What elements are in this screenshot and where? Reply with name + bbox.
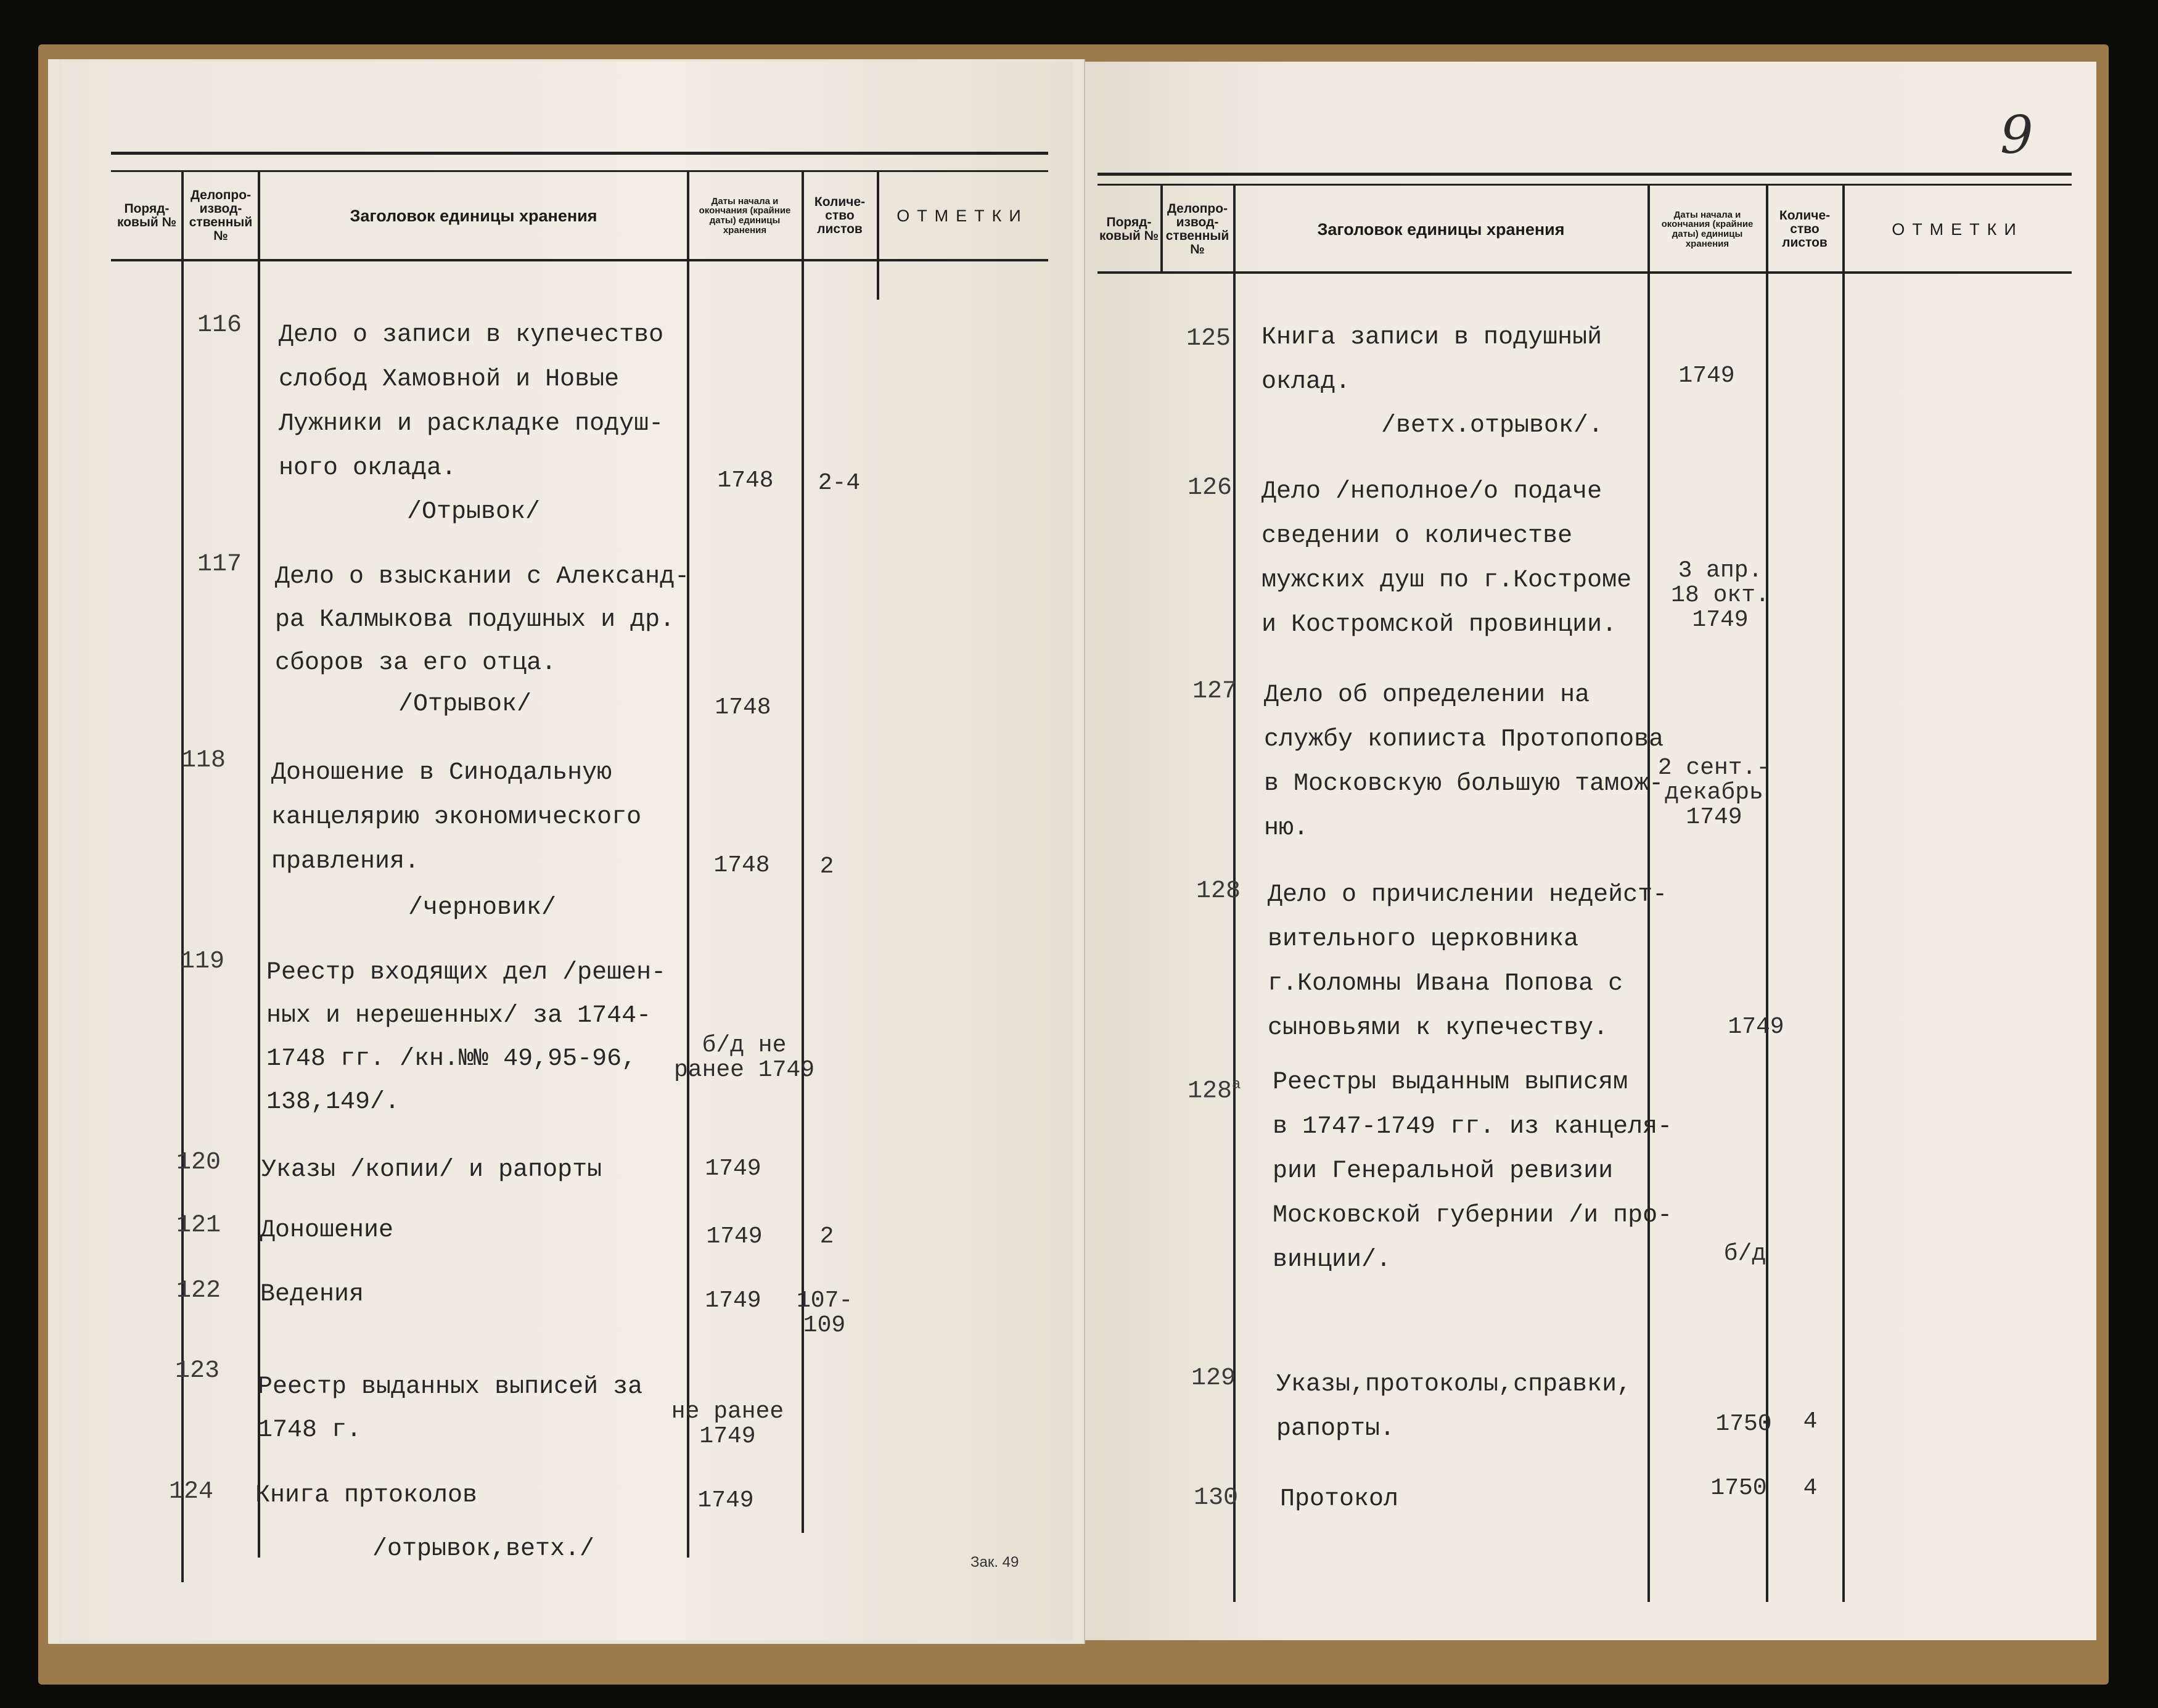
entry-title-line: Доношение в Синодальную xyxy=(271,759,612,787)
col-dates-header: Даты начала и окончания (крайние даты) единицы хранения xyxy=(1661,209,1754,249)
header-top-rule xyxy=(111,152,1048,155)
entry-title-line: оклад. xyxy=(1262,368,1351,396)
col-office-header: Делопро-извод-ственный № xyxy=(189,187,253,244)
entry-number: 122 xyxy=(176,1277,221,1305)
entry-title-line: 1748 г. xyxy=(258,1416,362,1444)
col-notes-header: ОТМЕТКИ xyxy=(896,206,1028,225)
entry-note: /отрывок,ветх./ xyxy=(372,1535,595,1563)
col-office-header: Делопро-извод-ственный № xyxy=(1165,201,1229,257)
entry-title-line: службу копииста Протопопова xyxy=(1264,726,1664,753)
col-dates-header: Даты начала и окончания (крайние даты) единицы хранения xyxy=(699,195,791,236)
entry-count: 4 xyxy=(1803,1475,1818,1501)
entry-number: 126 xyxy=(1188,474,1233,502)
col-divider xyxy=(1766,184,1768,1602)
entry-number: 129 xyxy=(1191,1365,1236,1392)
entry-title-line: Указы /копии/ и рапорты xyxy=(261,1156,602,1184)
entry-number: 124 xyxy=(169,1478,214,1506)
entry-date: 1749 xyxy=(705,1156,761,1182)
entry-count: 2 xyxy=(819,1223,834,1250)
entry-date: 1749 xyxy=(706,1223,763,1250)
entry-title-line: ных и нерешенных/ за 1744- xyxy=(266,1002,652,1030)
entry-number: 130 xyxy=(1194,1484,1239,1512)
entry-number: 118 xyxy=(181,747,226,774)
entry-title-line: Дело о взыскании с Александ- xyxy=(275,563,690,591)
entry-title-line: Реестр выданных выписей за xyxy=(258,1373,643,1401)
entry-date: 1748 xyxy=(713,852,770,879)
entry-title-line: слобод Хамовной и Новые xyxy=(279,366,620,393)
entry-title-line: сыновьями к купечеству. xyxy=(1268,1014,1609,1042)
entry-title-line: ного оклада. xyxy=(279,454,457,482)
col-order-header: Поряд-ковый № xyxy=(1099,215,1159,243)
entry-date: б/д не ранее 1749 xyxy=(673,1032,815,1083)
entry-number xyxy=(1188,1069,1241,1107)
col-count-header: Количе-ство листов xyxy=(814,194,866,237)
header-top-rule xyxy=(1097,173,2072,176)
entry-title-line: Ведения xyxy=(260,1281,364,1308)
entry-title-line: Реестр входящих дел /решен- xyxy=(266,959,667,987)
entry-date: 2 сент.- декабрь 1749 xyxy=(1657,755,1771,831)
left-page xyxy=(62,62,1073,1640)
entry-title-line: Доношение xyxy=(260,1217,394,1244)
entry-title-line: Протокол xyxy=(1280,1485,1399,1513)
entry-note: /Отрывок/ xyxy=(398,691,532,718)
header-top-rule-2 xyxy=(111,170,1048,172)
entry-number: 127 xyxy=(1192,678,1237,705)
entry-title-line: Дело о причислении недейст- xyxy=(1268,881,1668,909)
order-label: Зак. 49 xyxy=(970,1554,1019,1570)
entry-title-line: сборов за его отца. xyxy=(275,649,557,677)
entry-title-line: Книга записи в подушный xyxy=(1262,324,1602,351)
entry-title-line: винции/. xyxy=(1273,1246,1392,1274)
col-divider xyxy=(258,170,260,1558)
header-bottom-rule xyxy=(111,259,1048,261)
header-top-rule-2 xyxy=(1097,184,2072,186)
entry-date: 1749 xyxy=(1678,363,1735,389)
entry-number: 119 xyxy=(180,948,225,975)
entry-title-line: сведении о количестве xyxy=(1262,522,1573,550)
entry-note: /Отрывок/ xyxy=(407,498,541,526)
col-divider xyxy=(1842,184,1845,1602)
entry-title-line: Реестры выданным выписям xyxy=(1273,1069,1628,1096)
entry-title-line: Указы,протоколы,справки, xyxy=(1276,1371,1632,1398)
entry-title-line: и Костромской провинции. xyxy=(1262,611,1617,639)
entry-date: 1749 xyxy=(705,1287,761,1314)
entry-date: не ранее 1749 xyxy=(671,1398,784,1450)
entry-title-line: рапорты. xyxy=(1276,1415,1395,1443)
entry-title-line: Книга пртоколов xyxy=(255,1482,478,1509)
entry-count: 107-109 xyxy=(797,1287,853,1339)
entry-number: 117 xyxy=(197,551,242,578)
entry-title-line: 1748 гг. /кн.№№ 49,95-96, xyxy=(266,1045,637,1073)
entry-number: 125 xyxy=(1186,325,1231,353)
entry-count: 2-4 xyxy=(818,470,861,496)
entry-note: /черновик/ xyxy=(408,894,557,922)
col-title-header: Заголовок единицы хранения xyxy=(350,206,597,225)
entry-title-line: Дело /неполное/о подаче xyxy=(1262,478,1602,506)
entry-title-line: ра Калмыкова подушных и др. xyxy=(275,606,675,634)
page-number: 9 xyxy=(2000,105,2033,165)
entry-number: 121 xyxy=(176,1212,221,1239)
entry-date: 1748 xyxy=(717,467,774,494)
entry-title-line: мужских душ по г.Костроме xyxy=(1262,567,1632,594)
entry-title-line: канцелярию экономического xyxy=(271,803,642,831)
col-divider xyxy=(877,170,879,300)
col-divider xyxy=(1160,184,1163,271)
entry-title-line: Московской губернии /и про- xyxy=(1273,1202,1673,1230)
entry-title-line: Дело об определении на xyxy=(1264,681,1590,709)
right-page xyxy=(1085,62,2096,1640)
entry-number: 123 xyxy=(175,1357,220,1385)
header-bottom-rule xyxy=(1097,271,2072,274)
entry-number-main: 128 xyxy=(1188,1077,1233,1106)
entry-title-line: ню. xyxy=(1264,815,1309,842)
col-divider xyxy=(687,170,689,1558)
entry-number-suffix: а xyxy=(1232,1077,1241,1093)
entry-date: 1750 xyxy=(1710,1475,1767,1501)
col-title-header: Заголовок единицы хранения xyxy=(1317,220,1565,239)
entry-title-line: правления. xyxy=(271,848,420,876)
entry-title-line: г.Коломны Ивана Попова с xyxy=(1268,970,1623,998)
col-count-header: Количе-ство листов xyxy=(1779,208,1831,250)
entry-title-line: 138,149/. xyxy=(266,1088,400,1116)
entry-number: 128 xyxy=(1196,877,1241,905)
entry-title-line: в 1747-1749 гг. из канцеля- xyxy=(1273,1113,1673,1141)
entry-count: 4 xyxy=(1803,1408,1818,1435)
entry-date: 1748 xyxy=(715,694,771,721)
entry-title-line: вительного церковника xyxy=(1268,926,1579,953)
entry-number: 120 xyxy=(176,1149,221,1176)
entry-count: 2 xyxy=(819,853,834,880)
entry-date: б/д xyxy=(1723,1241,1766,1267)
entry-title-line: Лужники и раскладке подуш- xyxy=(279,410,664,438)
entry-number: 116 xyxy=(197,311,242,339)
entry-date: 1749 xyxy=(697,1487,754,1514)
entry-date: 1750 xyxy=(1715,1411,1772,1437)
entry-date: 1749 xyxy=(1728,1014,1784,1040)
entry-title-line: Дело о записи в купечество xyxy=(279,321,664,349)
col-order-header: Поряд-ковый № xyxy=(117,201,177,229)
entry-note: /ветх.отрывок/. xyxy=(1381,412,1604,440)
col-notes-header: ОТМЕТКИ xyxy=(1892,220,2024,239)
entry-title-line: рии Генеральной ревизии xyxy=(1273,1157,1614,1185)
entry-title-line: в Московскую большую тамож- xyxy=(1264,770,1664,798)
entry-date: 3 апр. 18 окт. 1749 xyxy=(1671,557,1770,633)
